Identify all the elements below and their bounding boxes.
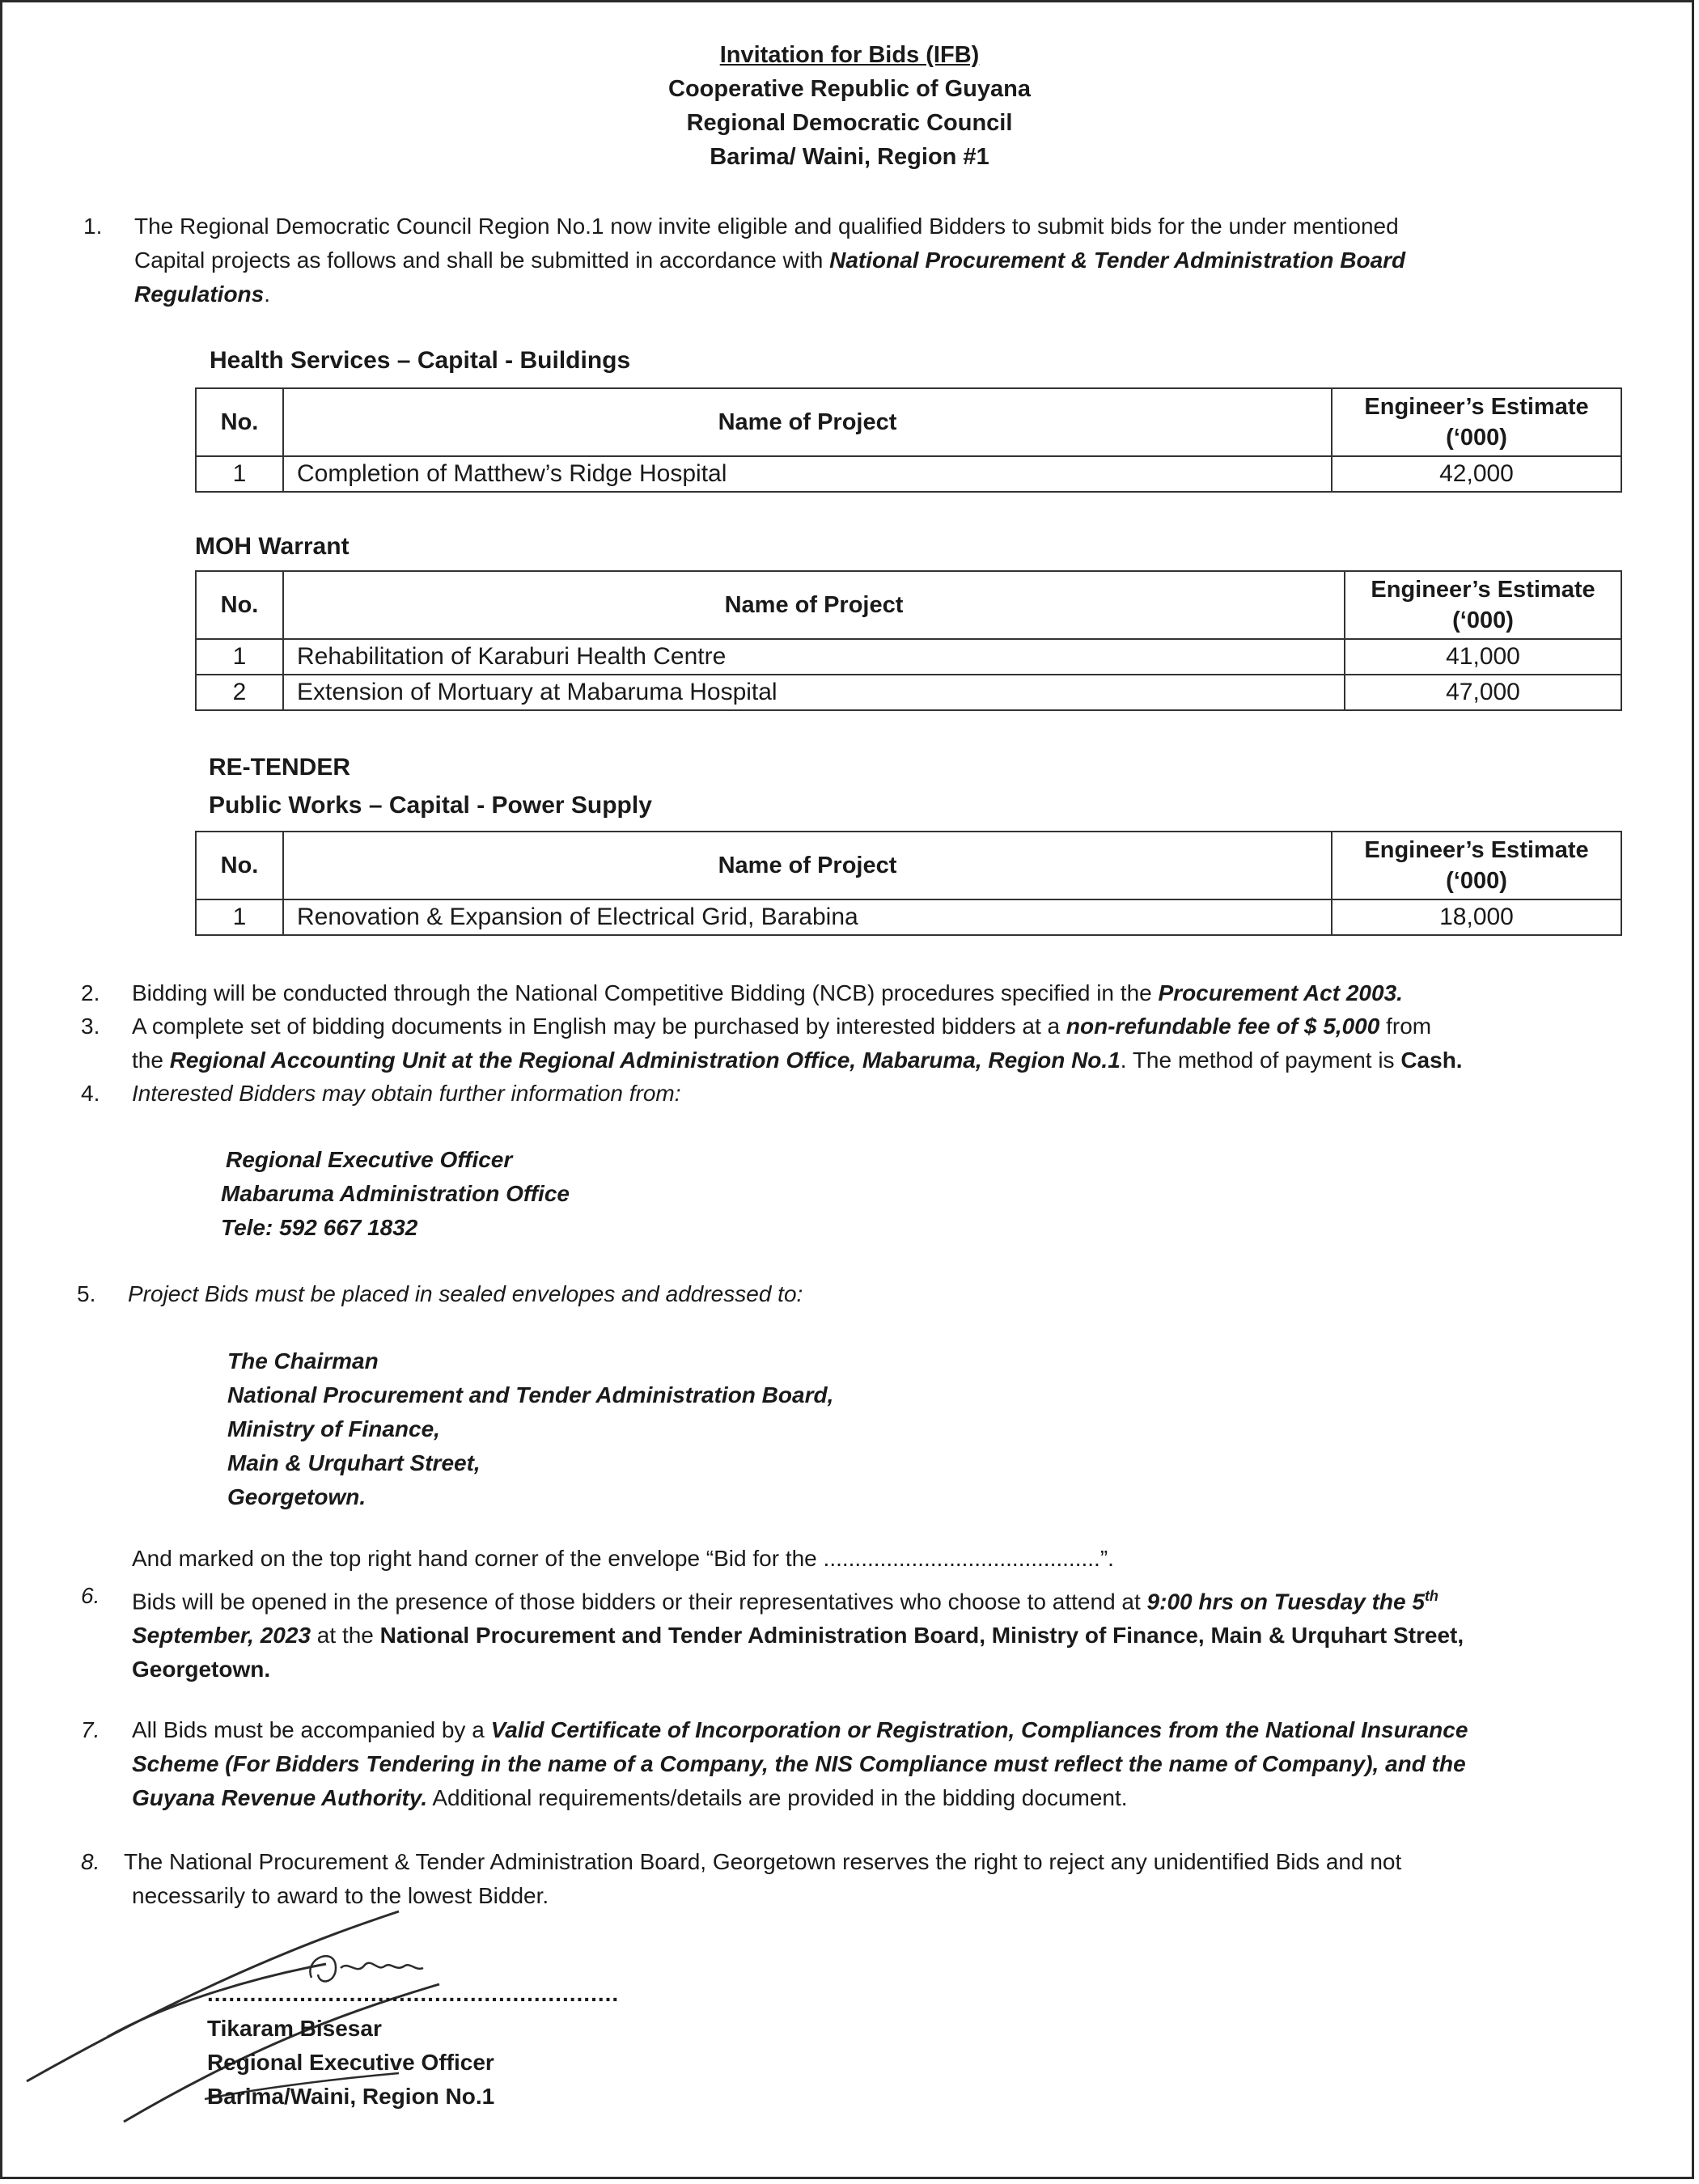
para1-number: 1.	[83, 214, 103, 239]
para2-bold: Procurement Act 2003.	[1158, 980, 1403, 1005]
col-header-estimate	[1332, 388, 1621, 456]
para2-body: Bidding will be conducted through the National Competitive Bidding (NCB) procedures specified in the	[132, 980, 1159, 1005]
row-no: 2	[196, 675, 283, 710]
para7-number: 7.	[81, 1717, 100, 1742]
para6-date: September, 2023	[132, 1623, 311, 1649]
para7-requirement-1: Valid Certificate of Incorporation or Registration, Compliances from the National Insurance	[490, 1717, 1468, 1742]
col-header-no: No.	[196, 571, 283, 639]
table-header-row	[196, 832, 1621, 899]
para7-line3	[132, 1781, 1669, 1815]
address-line-3: Ministry of Finance,	[227, 1416, 440, 1441]
table-header-row	[196, 571, 1621, 639]
para7-text-a: All Bids must be accompanied by a	[132, 1717, 491, 1742]
table-row	[196, 675, 1621, 710]
row-no: 1	[196, 899, 283, 935]
para6-text	[132, 1579, 1669, 1687]
para7-requirement-2: Scheme (For Bidders Tendering in the name of a Company, the NIS Compliance must reflect the name of Company), and the	[132, 1751, 1466, 1776]
address-block	[227, 1344, 833, 1514]
signature-block	[207, 1981, 620, 2114]
para3-text-c: the	[132, 1048, 170, 1073]
para6-number: 6.	[81, 1583, 100, 1608]
address-line-5: Georgetown.	[227, 1484, 366, 1509]
col-header-estimate	[1332, 832, 1621, 899]
para3-line1	[132, 1009, 1669, 1043]
estimate-unit: (‘000)	[1446, 425, 1507, 451]
para3-line2	[132, 1043, 1669, 1077]
ifb-title: Invitation for Bids (IFB)	[719, 42, 980, 68]
contact-phone: Tele: 592 667 1832	[221, 1215, 418, 1240]
para8-number: 8.	[81, 1849, 100, 1874]
row-estimate: 42,000	[1332, 456, 1621, 492]
retender-label: RE-TENDER	[209, 754, 351, 781]
row-estimate: 47,000	[1345, 675, 1621, 710]
para5-text: Project Bids must be placed in sealed envelopes and addressed to:	[128, 1281, 803, 1306]
para7-text	[132, 1713, 1669, 1815]
project-table-public-works	[195, 831, 1622, 936]
table-header-row	[196, 388, 1621, 456]
estimate-unit: (‘000)	[1452, 607, 1514, 633]
signatory-name: Tikaram Bisesar	[207, 2016, 382, 2041]
row-project-name: Renovation & Expansion of Electrical Grid, Barabina	[283, 899, 1332, 935]
document-header	[2, 38, 1697, 174]
contact-block	[221, 1143, 570, 1245]
estimate-label: Engineer’s Estimate	[1371, 577, 1595, 603]
para6-line1	[132, 1579, 1669, 1619]
para1-end: .	[264, 281, 271, 307]
para2-number: 2.	[81, 980, 100, 1005]
row-project-name: Rehabilitation of Karaburi Health Centre	[283, 639, 1345, 675]
estimate-label: Engineer’s Estimate	[1364, 394, 1589, 420]
para5-number: 5.	[77, 1281, 96, 1306]
table1-heading: Health Services – Capital - Buildings	[210, 347, 631, 374]
para6-venue: National Procurement and Tender Administration Board, Ministry of Finance, Main & Urquhart Street,	[379, 1623, 1464, 1649]
para6-text-a: Bids will be opened in the presence of those bidders or their representatives who choose to attend at	[132, 1589, 1147, 1615]
envelope-marking-text: And marked on the top right hand corner of the envelope “Bid for the ............................................”.	[132, 1546, 1114, 1571]
table3-heading: Public Works – Capital - Power Supply	[209, 792, 652, 819]
col-header-no: No.	[196, 388, 283, 456]
para3-text	[132, 1009, 1669, 1077]
contact-officer: Regional Executive Officer	[226, 1147, 513, 1172]
para1-text	[134, 210, 1647, 311]
col-header-estimate	[1345, 571, 1621, 639]
row-no: 1	[196, 639, 283, 675]
para3-text-a: A complete set of bidding documents in English may be purchased by interested bidders at a	[132, 1014, 1066, 1039]
col-header-name: Name of Project	[283, 571, 1345, 639]
estimate-unit: (‘000)	[1446, 868, 1507, 894]
para6-line2	[132, 1619, 1669, 1653]
para3-text-d: . The method of payment is	[1120, 1048, 1401, 1073]
col-header-name: Name of Project	[283, 832, 1332, 899]
para6-city: Georgetown.	[132, 1657, 271, 1682]
address-line-2: National Procurement and Tender Administration Board,	[227, 1382, 834, 1407]
para6-text-b: at the	[311, 1623, 380, 1649]
col-header-no: No.	[196, 832, 283, 899]
para3-text-b: from	[1379, 1014, 1432, 1039]
para7-text-b: Additional requirements/details are provided in the bidding document.	[427, 1785, 1128, 1810]
country-name: Cooperative Republic of Guyana	[668, 76, 1031, 102]
project-table-health	[195, 387, 1622, 493]
para3-payment-method: Cash.	[1400, 1048, 1463, 1073]
address-line-1: The Chairman	[227, 1348, 379, 1373]
para8-line1: The National Procurement & Tender Administration Board, Georgetown reserves the right to reject any unidentified Bids and not	[124, 1849, 1402, 1874]
para4-text: Interested Bidders may obtain further information from:	[132, 1081, 681, 1106]
table-row	[196, 639, 1621, 675]
para4-number: 4.	[81, 1081, 100, 1106]
col-header-name: Name of Project	[283, 388, 1332, 456]
para8-line2: necessarily to award to the lowest Bidder.	[132, 1883, 549, 1908]
para1-bold-text-2: Regulations	[134, 281, 265, 307]
para1-line1: The Regional Democratic Council Region No.1 now invite eligible and qualified Bidders to submit bids for the under mentioned	[134, 214, 1399, 239]
para3-fee: non-refundable fee of $ 5,000	[1066, 1014, 1380, 1039]
para1-bold-text: National Procurement & Tender Administration Board	[829, 248, 1406, 273]
para6-time: 9:00 hrs on Tuesday the 5	[1146, 1589, 1425, 1615]
signature-line: ..........................................................	[207, 1981, 620, 2006]
council-name: Regional Democratic Council	[686, 110, 1013, 136]
para1-line2-text: Capital projects as follows and shall be submitted in accordance with	[134, 248, 830, 273]
signatory-title: Regional Executive Officer	[207, 2050, 494, 2075]
region-name: Barima/ Waini, Region #1	[710, 144, 989, 170]
table-row	[196, 899, 1621, 935]
para3-number: 3.	[81, 1014, 100, 1039]
para1-line2	[134, 243, 1647, 277]
para7-requirement-3: Guyana Revenue Authority.	[132, 1785, 428, 1810]
row-estimate: 18,000	[1332, 899, 1621, 935]
address-line-4: Main & Urquhart Street,	[227, 1450, 481, 1475]
row-project-name: Extension of Mortuary at Mabaruma Hospital	[283, 675, 1345, 710]
para7-line1	[132, 1713, 1669, 1747]
signatory-region: Barima/Waini, Region No.1	[207, 2084, 495, 2109]
row-estimate: 41,000	[1345, 639, 1621, 675]
table-row	[196, 456, 1621, 492]
project-table-moh	[195, 570, 1622, 711]
contact-office: Mabaruma Administration Office	[221, 1181, 570, 1206]
row-no: 1	[196, 456, 283, 492]
para1-line3	[134, 277, 1647, 311]
para6-sup: th	[1424, 1588, 1438, 1604]
table2-heading: MOH Warrant	[195, 533, 350, 560]
para3-office: Regional Accounting Unit at the Regional Administration Office, Mabaruma, Region No.1	[169, 1048, 1121, 1073]
row-project-name: Completion of Matthew’s Ridge Hospital	[283, 456, 1332, 492]
para2-text	[132, 976, 1653, 1010]
estimate-label: Engineer’s Estimate	[1364, 837, 1589, 863]
